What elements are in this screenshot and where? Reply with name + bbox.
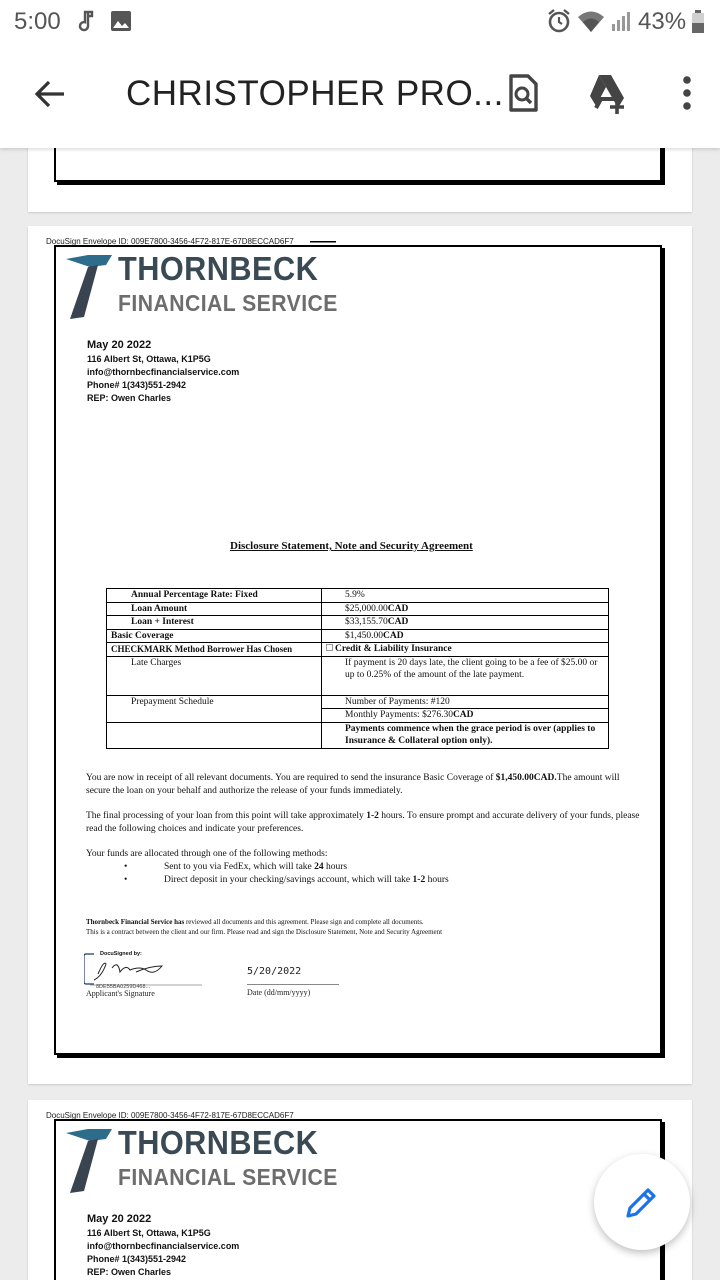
app-bar (0, 44, 720, 148)
footer-line2: This is a contract between the client and our firm. Please read and sign the Disclosure Statement, Note and Security Agreement (86, 928, 443, 936)
paragraph-receipt (86, 772, 646, 798)
basic-coverage-value: $1,450.00 (345, 630, 383, 641)
document-title: CHRISTOPHER PRO... (126, 74, 504, 113)
letterhead (87, 338, 239, 405)
company-address: 116 Albert St, Ottawa, K1P5G (87, 354, 211, 364)
para2-hours: 1-2 (366, 811, 379, 821)
list-item (124, 861, 449, 874)
payments-count: Number of Payments: #120 (322, 695, 609, 709)
battery-icon (691, 10, 705, 34)
back-arrow-icon[interactable] (30, 74, 70, 114)
logo-t-mark-icon (62, 1127, 118, 1193)
prepayment-label: Prepayment Schedule (107, 695, 322, 709)
bullet1-text: Sent to you via FedEx, which will take (164, 862, 315, 872)
table-row (107, 629, 609, 643)
image-icon (110, 10, 132, 32)
company-email: info@thornbecfinancialservice.com (87, 1241, 240, 1251)
company-rep: REP: Owen Charles (87, 393, 172, 403)
loan-interest-value: $33,155.70 (345, 617, 388, 627)
signer-id: 8DE55BA0259D468... (96, 984, 151, 990)
currency: CAD (387, 603, 409, 614)
company-phone: Phone# 1(343)551-2942 (87, 380, 187, 390)
table-row (107, 643, 609, 657)
para1-text-end: The amount will secure the loan on your behalf and authorize the release of your funds immediately. (86, 773, 620, 796)
letter-date: May 20 2022 (87, 339, 152, 351)
monthly-payment-value: $276.30 (422, 710, 453, 720)
applicant-signature-label: Applicant's Signature (86, 989, 155, 998)
wifi-icon (576, 8, 606, 34)
battery-percent: 43% (638, 8, 687, 35)
apr-value: 5.9% (322, 589, 609, 603)
para2-text: The final processing of your loan from this point will take approximately (86, 811, 367, 821)
edit-fab-button[interactable] (594, 1154, 690, 1250)
bullet2-text: Direct deposit in your checking/savings account, which will take (164, 875, 413, 885)
table-row (107, 722, 609, 748)
method-checkbox[interactable] (326, 644, 333, 651)
method-label: CHECKMARK Method Borrower Has Chosen (107, 643, 322, 657)
loan-amount-value: $25,000.00 (345, 603, 388, 614)
status-bar (0, 0, 720, 44)
footer-text1: reviewed all documents and this agreement. Please sign and complete all documents. (184, 918, 424, 926)
company-email: info@thornbecfinancialservice.com (87, 367, 240, 377)
funding-methods-list (124, 861, 449, 887)
logo-line2: FINANCIAL SERVICE (118, 1164, 338, 1190)
basic-coverage-label: Basic Coverage (107, 629, 322, 643)
logo-t-mark-icon (62, 253, 118, 319)
commence-note: Payments commence when the grace period is over (applies to Insurance & Collateral option only). (322, 722, 609, 748)
table-row (107, 589, 609, 603)
company-rep: REP: Owen Charles (87, 1267, 172, 1277)
alarm-icon (546, 8, 572, 34)
logo-line1: THORNBECK (118, 1124, 319, 1161)
loan-amount-cell (322, 602, 609, 616)
docusign-signature-box[interactable] (84, 950, 204, 996)
pdf-page-previous (28, 148, 692, 212)
footer-company: Thornbeck Financial Service has (86, 918, 185, 926)
loan-terms-table (106, 588, 609, 749)
para1-text: You are now in receipt of all relevant documents. You are required to send the insurance Basic Coverage of (86, 773, 496, 783)
method-cell (322, 643, 609, 657)
bullet1-hours: 24 (314, 862, 324, 872)
footer-line1 (86, 917, 424, 927)
document-viewer[interactable] (0, 148, 720, 1280)
table-row (107, 695, 609, 709)
signal-icon (610, 10, 632, 32)
company-logo (62, 1124, 338, 1194)
method-value: Credit & Liability Insurance (335, 644, 452, 654)
signed-date: 5/20/2022 (247, 966, 302, 977)
edit-pencil-icon (624, 1184, 660, 1220)
logo-line1: THORNBECK (118, 250, 319, 287)
late-charges-value: If payment is 20 days late, the client going to be a fee of $25.00 or up to 0.25% of the amount of the late payment. (322, 656, 609, 695)
empty-cell (107, 709, 322, 723)
page-border (54, 148, 662, 182)
bullet1-end: hours (323, 862, 348, 872)
music-note-icon (78, 10, 100, 34)
drive-add-icon[interactable] (584, 70, 630, 116)
table-row (107, 616, 609, 630)
table-row (107, 709, 609, 723)
date-rule (247, 984, 339, 987)
para1-amount: $1,450.00CAD. (495, 773, 557, 783)
envelope-rule (310, 241, 336, 244)
docusign-envelope-id: DocuSign Envelope ID: 009E7800-3456-4F72-817E-67D8ECCAD6F7 (46, 237, 294, 246)
docusign-envelope-id: DocuSign Envelope ID: 009E7800-3456-4F72-817E-67D8ECCAD6F7 (46, 1111, 294, 1120)
agreement-title: Disclosure Statement, Note and Security Agreement (230, 540, 473, 552)
letter-date: May 20 2022 (87, 1213, 152, 1225)
loan-interest-label: Loan + Interest (107, 616, 322, 630)
table-row (107, 656, 609, 695)
status-time: 5:00 (14, 8, 61, 35)
paragraph-methods: Your funds are allocated through one of the following methods: (86, 849, 328, 859)
monthly-payment-cell (322, 709, 609, 723)
para2-text-end: hours. To ensure prompt and accurate delivery of your funds, please read the following choices and indicate your preferences. (86, 811, 640, 834)
loan-amount-label: Loan Amount (107, 602, 322, 616)
pdf-page-next (28, 1100, 692, 1280)
monthly-payment-label: Monthly Payments: (345, 710, 423, 720)
late-charges-label: Late Charges (107, 656, 322, 695)
currency: CAD (387, 617, 409, 627)
company-phone: Phone# 1(343)551-2942 (87, 1254, 187, 1264)
date-format-label: Date (dd/mm/yyyy) (247, 988, 311, 997)
apr-label: Annual Percentage Rate: Fixed (107, 589, 322, 603)
logo-line2: FINANCIAL SERVICE (118, 290, 338, 316)
company-logo (62, 250, 338, 320)
currency: CAD (452, 710, 474, 720)
basic-coverage-cell (322, 629, 609, 643)
currency: CAD (383, 630, 404, 641)
more-vert-icon[interactable] (664, 70, 710, 116)
company-address: 116 Albert St, Ottawa, K1P5G (87, 1228, 211, 1238)
empty-cell (107, 722, 322, 748)
docusigned-by-label: DocuSigned by: (100, 951, 142, 957)
table-row (107, 602, 609, 616)
letterhead (87, 1212, 239, 1279)
search-document-icon[interactable] (500, 70, 546, 116)
bullet2-hours: 1-2 (412, 875, 426, 885)
loan-interest-cell (322, 616, 609, 630)
paragraph-processing (86, 810, 646, 836)
pdf-page (28, 226, 692, 1084)
list-item (124, 874, 449, 887)
bullet2-end: hours (425, 875, 449, 885)
